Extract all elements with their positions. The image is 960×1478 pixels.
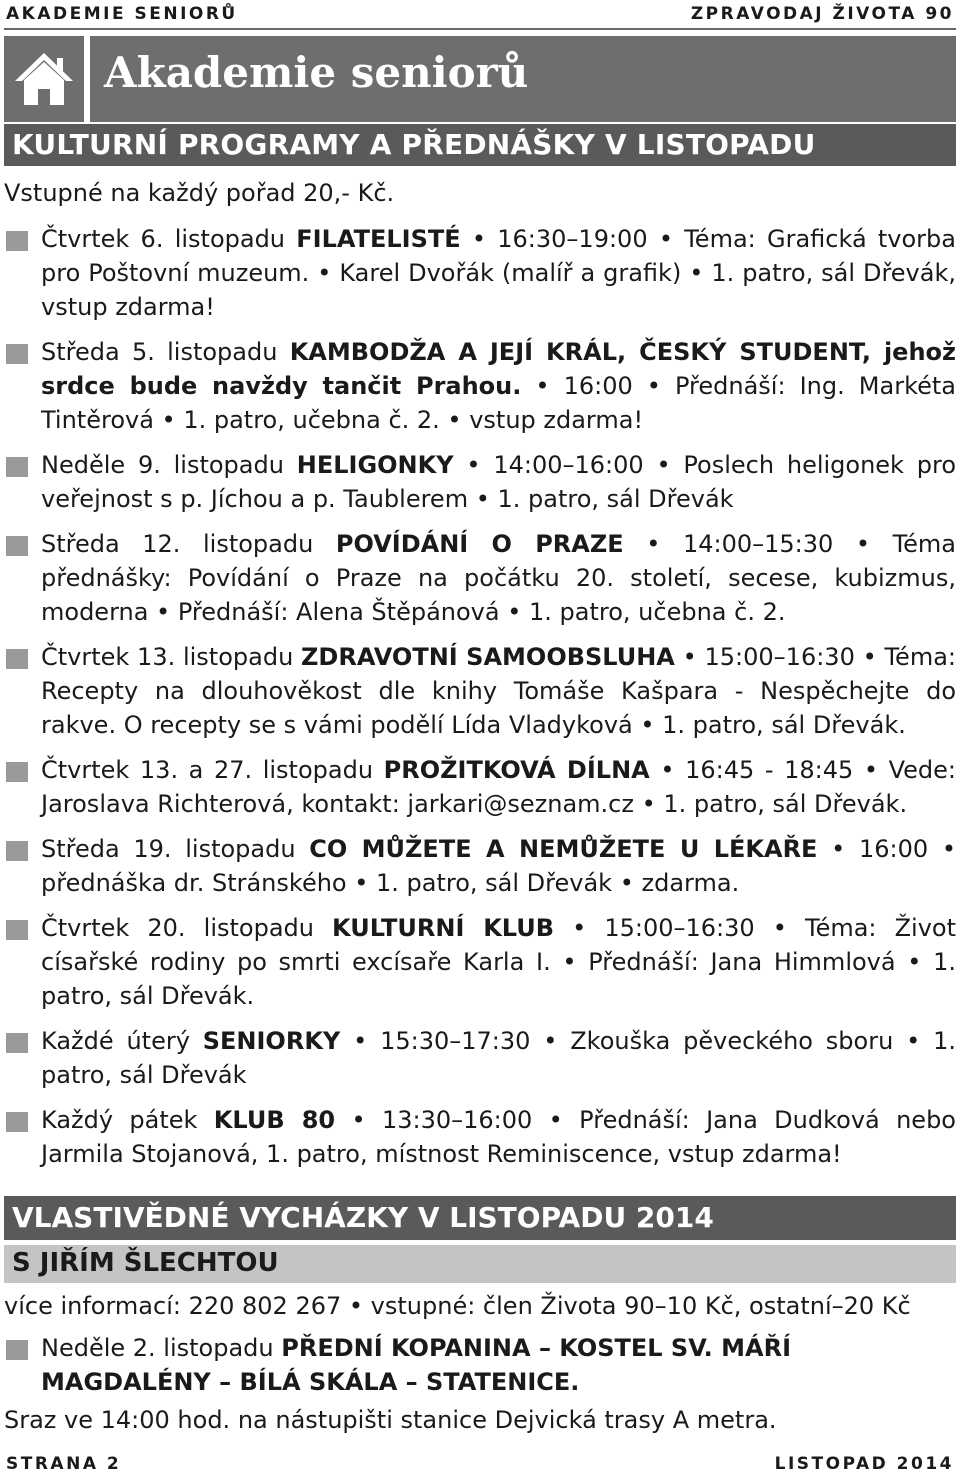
- list-item: [4, 335, 956, 437]
- list-item: [4, 1331, 956, 1399]
- square-bullet-icon: [6, 920, 28, 940]
- header-right-text: ZPRAVODAJ ŽIVOTA 90: [690, 4, 954, 24]
- square-bullet-icon: [6, 457, 28, 477]
- square-bullet-icon: [6, 231, 28, 251]
- item-details: • 16:00 • přednáška dr. Stránského • 1. patro, sál Dřevák • zdarma.: [41, 835, 956, 897]
- list-item: [4, 527, 956, 629]
- masthead-title: Akademie seniorů: [104, 48, 529, 97]
- item-date: Neděle 9. listopadu: [41, 451, 297, 479]
- item-title: KAMBODŽA A JEJÍ KRÁL, ČESKÝ STUDENT, jehož srdce bude navždy tančit Prahou.: [41, 338, 956, 400]
- subtitle-bar-walks: [4, 1245, 956, 1283]
- item-details: • 15:30–17:30 • Zkouška pěveckého sboru • 1. patro, sál Dřevák: [41, 1027, 956, 1089]
- item-details: • 14:00–16:00 • Poslech heligonek pro veřejnost s p. Jíchou a p. Taublerem • 1. patro, sál Dřevák: [41, 451, 957, 513]
- event-list: [4, 222, 956, 1182]
- square-bullet-icon: [6, 344, 28, 364]
- item-details: • 14:00–15:30 • Téma přednášky: Povídání o Praze na počátku 20. století, secese, kubizmus, moderna • Přednáší: Alena Štěpánová • 1. patro, učebna č. 2.: [41, 530, 956, 626]
- item-details: • 15:00–16:30 • Téma: Recepty na dlouhověkost dle knihy Tomáše Kašpara - Nespěchejte do rakve. O recepty se s vámi podělí Lída Vladyková • 1. patro, sál Dřevák.: [41, 643, 956, 739]
- list-item: [4, 1103, 956, 1171]
- section-subtitle-walks: S JIŘÍM ŠLECHTOU: [12, 1248, 279, 1278]
- item-title: PROŽITKOVÁ DÍLNA: [383, 756, 650, 784]
- item-date: Neděle 2. listopadu: [41, 1334, 282, 1362]
- home-icon-box: [4, 36, 84, 122]
- square-bullet-icon: [6, 536, 28, 556]
- item-date: Čtvrtek 13. listopadu: [41, 643, 302, 671]
- running-footer: [4, 1452, 956, 1478]
- walks-info: více informací: 220 802 267 • vstupné: člen Života 90–10 Kč, ostatní–20 Kč: [4, 1292, 911, 1320]
- item-details: • 16:45 - 18:45 • Vede: Jaroslava Richterová, kontakt: jarkari@seznam.cz • 1. patro, sál Dřevák.: [41, 756, 957, 818]
- square-bullet-icon: [6, 1340, 28, 1360]
- item-date: Čtvrtek 6. listopadu: [41, 225, 297, 253]
- item-date: Čtvrtek 20. listopadu: [41, 914, 333, 942]
- item-date: Středa 19. listopadu: [41, 835, 310, 863]
- footer-date: LISTOPAD 2014: [774, 1454, 954, 1474]
- section-bar-walks: [4, 1196, 956, 1240]
- square-bullet-icon: [6, 1112, 28, 1132]
- item-title: PŘEDNÍ KOPANINA – KOSTEL SV. MÁŘÍ MAGDALÉNY – BÍLÁ SKÁLA – STATENICE.: [41, 1334, 792, 1396]
- walk-list: [4, 1331, 956, 1399]
- list-item: [4, 832, 956, 900]
- item-title: CO MŮŽETE A NEMŮŽETE U LÉKAŘE: [309, 835, 818, 863]
- item-date: Každý pátek: [41, 1106, 214, 1134]
- item-date: Středa 12. listopadu: [41, 530, 336, 558]
- section-bar-programs: [4, 124, 956, 166]
- item-date: Každé úterý: [41, 1027, 203, 1055]
- item-title: SENIORKY: [202, 1027, 341, 1055]
- item-details: • 16:00 • Přednáší: Ing. Markéta Tintěrová • 1. patro, učebna č. 2. • vstup zdarma!: [41, 372, 956, 434]
- square-bullet-icon: [6, 1033, 28, 1053]
- square-bullet-icon: [6, 841, 28, 861]
- item-title: KLUB 80: [213, 1106, 336, 1134]
- list-item: [4, 1024, 956, 1092]
- list-item: [4, 753, 956, 821]
- square-bullet-icon: [6, 649, 28, 669]
- list-item: [4, 222, 956, 324]
- item-title: ZDRAVOTNÍ SAMOOBSLUHA: [301, 643, 675, 671]
- footer-page: STRANA 2: [6, 1454, 122, 1474]
- header-left-text: AKADEMIE SENIORŮ: [6, 4, 238, 24]
- item-title: KULTURNÍ KLUB: [332, 914, 555, 942]
- home-icon: [13, 49, 75, 109]
- running-header: [4, 0, 956, 30]
- masthead: [4, 36, 956, 122]
- entry-fee-note: Vstupné na každý pořad 20,- Kč.: [4, 179, 395, 207]
- section-title-walks: VLASTIVĚDNÉ VYCHÁZKY V LISTOPADU 2014: [12, 1201, 714, 1234]
- item-title: POVÍDÁNÍ O PRAZE: [335, 530, 624, 558]
- item-details: • 15:00–16:30 • Téma: Život císařské rodiny po smrti excísaře Karla I. • Přednáší: Jana Himmlová • 1. patro, sál Dřevák.: [41, 914, 956, 1010]
- item-title: FILATELISTÉ: [296, 225, 461, 253]
- meeting-note: Sraz ve 14:00 hod. na nástupišti stanice Dejvická trasy A metra.: [4, 1406, 777, 1434]
- list-item: [4, 640, 956, 742]
- item-details: • 16:30–19:00 • Téma: Grafická tvorba pro Poštovní muzeum. • Karel Dvořák (malíř a grafik) • 1. patro, sál Dřevák, vstup zdarma!: [41, 225, 956, 321]
- masthead-title-box: [90, 36, 956, 122]
- section-title-programs: KULTURNÍ PROGRAMY A PŘEDNÁŠKY V LISTOPADU: [12, 128, 816, 161]
- list-item: [4, 911, 956, 1013]
- item-date: Středa 5. listopadu: [41, 338, 290, 366]
- item-details: • 13:30–16:00 • Přednáší: Jana Dudková nebo Jarmila Stojanová, 1. patro, místnost Reminiscence, vstup zdarma!: [41, 1106, 956, 1168]
- square-bullet-icon: [6, 762, 28, 782]
- item-title: HELIGONKY: [296, 451, 454, 479]
- item-date: Čtvrtek 13. a 27. listopadu: [41, 756, 384, 784]
- list-item: [4, 448, 956, 516]
